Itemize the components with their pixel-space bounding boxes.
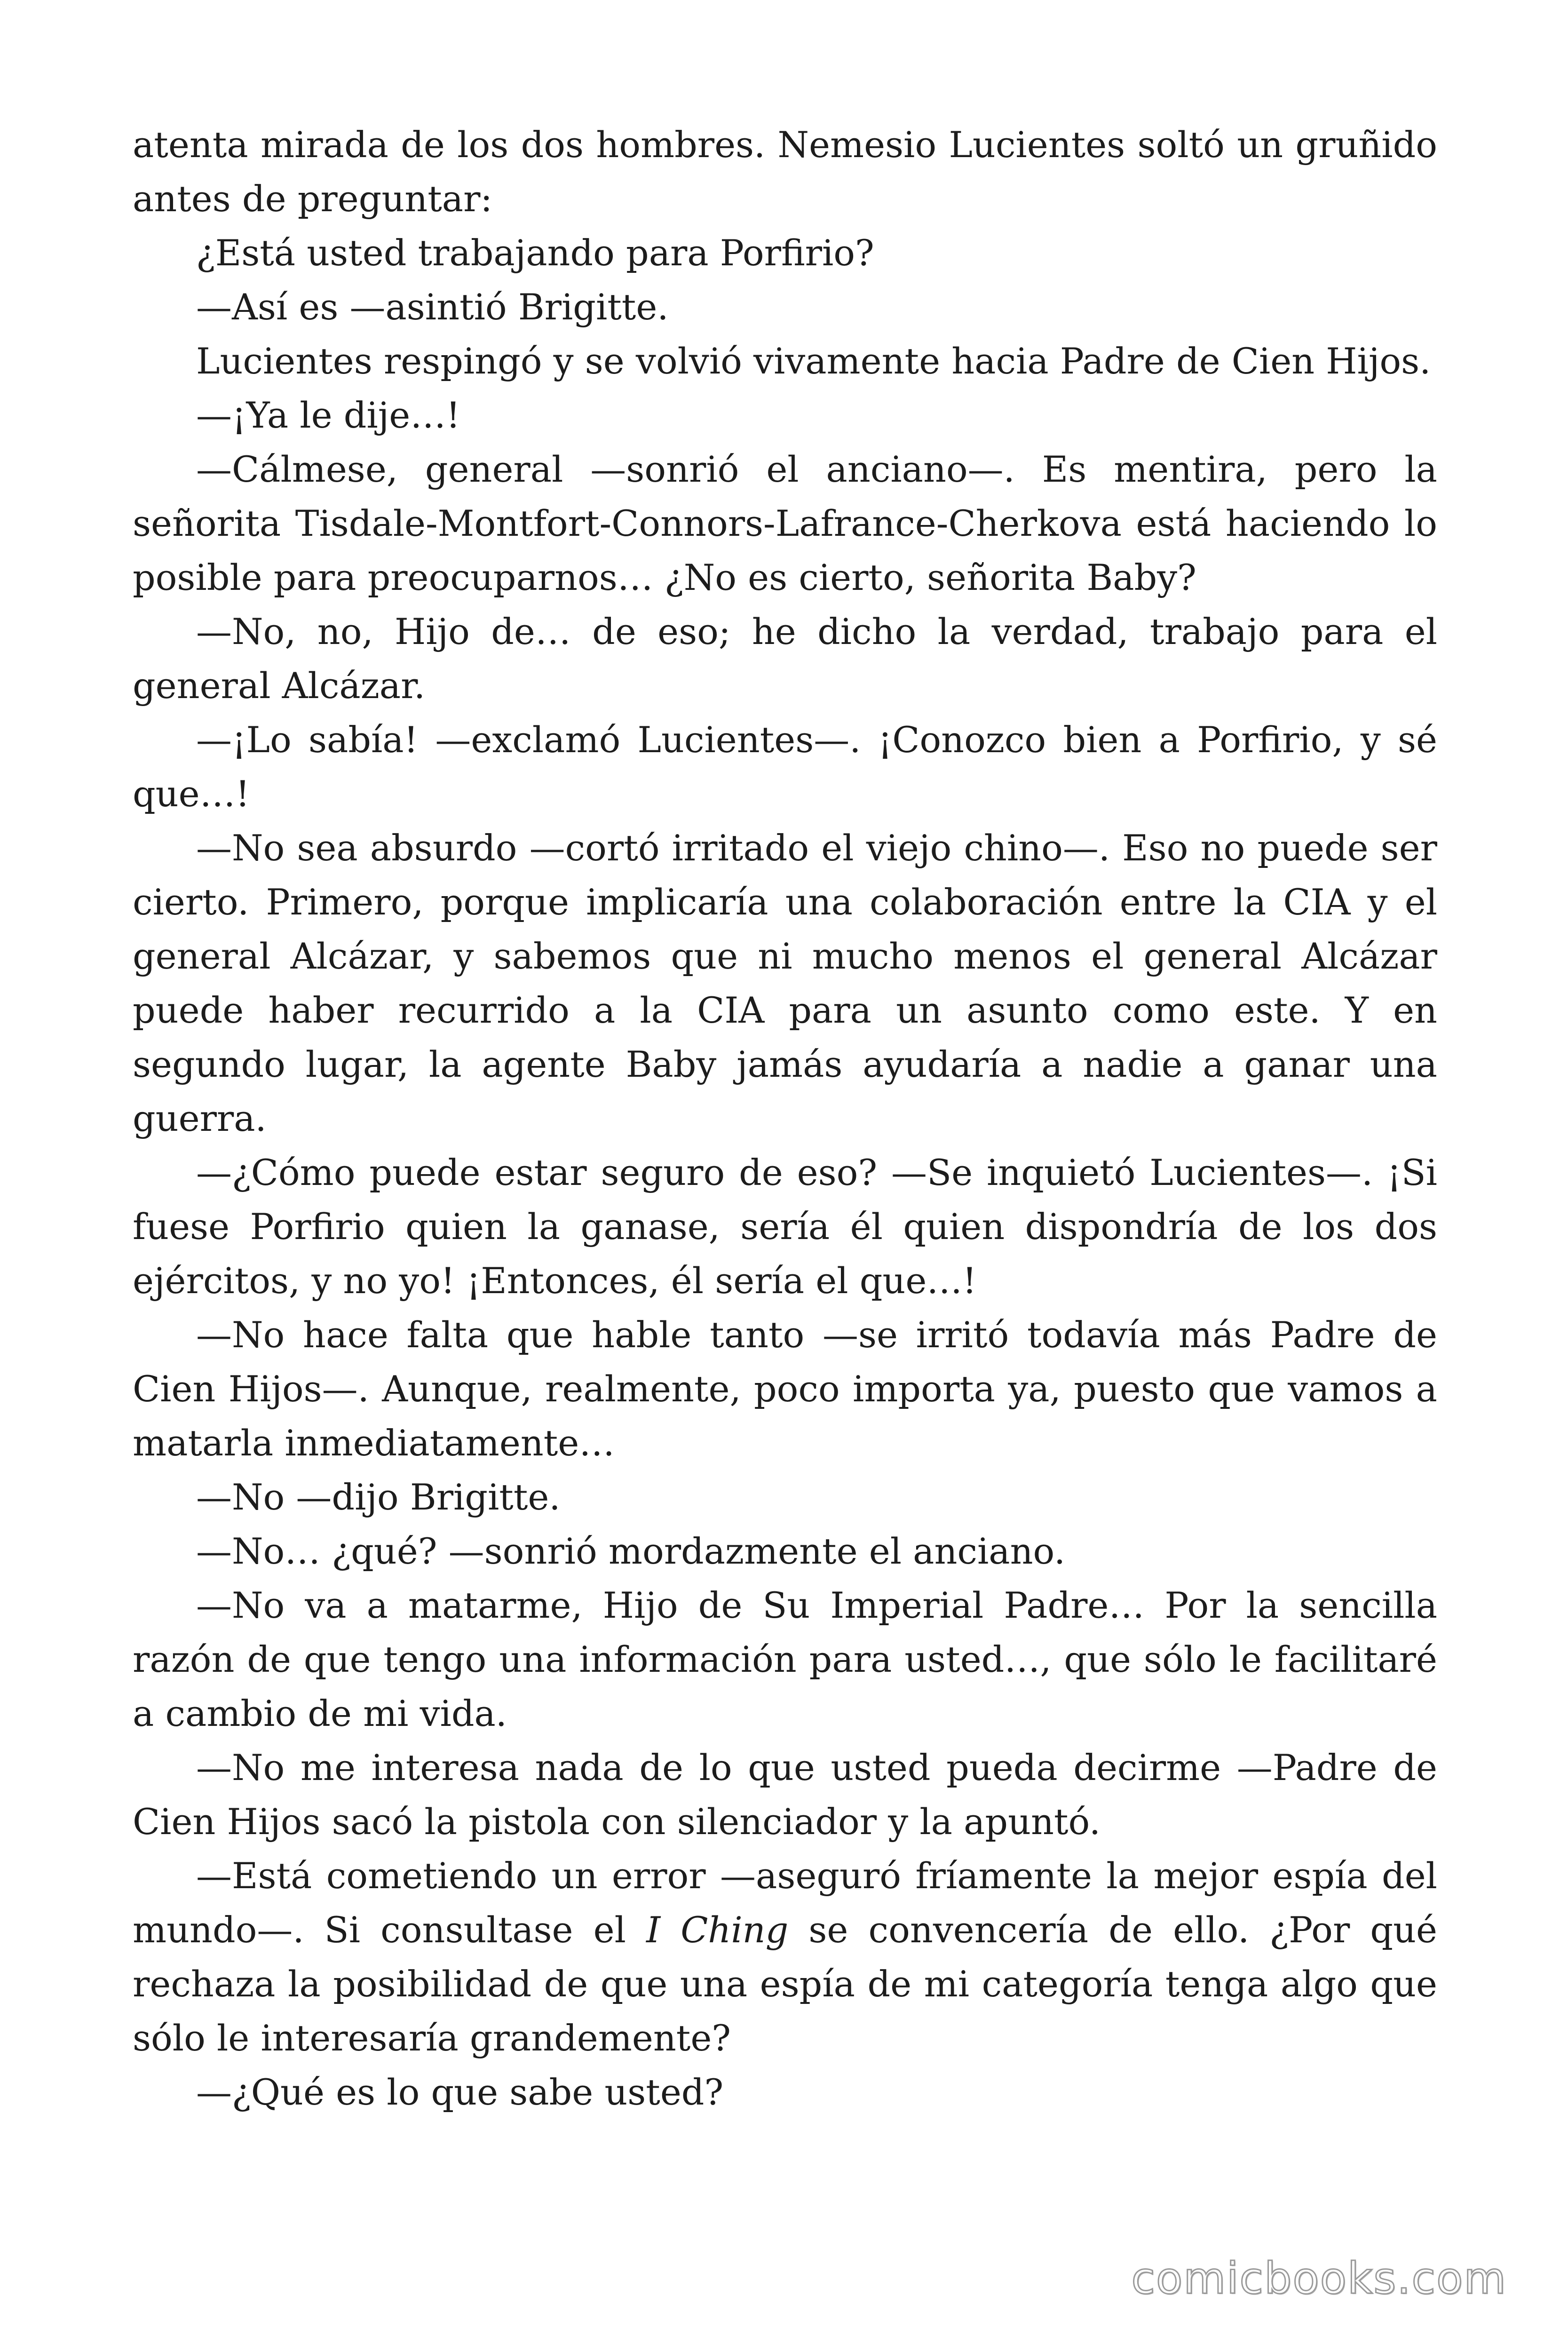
paragraph: —No va a matarme, Hijo de Su Imperial Padre… Por la sencilla razón de que tengo una información para usted…, que sólo le facilitaré a cambio de mi vida. [133, 1584, 1437, 1734]
paragraph: —¿Qué es lo que sabe usted? [196, 2071, 724, 2113]
paragraph: —¡Ya le dije…! [196, 394, 460, 436]
paragraph: —No sea absurdo —cortó irritado el viejo chino—. Eso no puede ser cierto. Primero, porque implicaría una colaboración entre la CIA y el general Alcázar, y sabemos que ni mucho menos el general Alcázar puede haber recurrido a la CIA para un asunto como este. Y en segundo lugar, la agente Baby jamás ayudaría a nadie a ganar una guerra. [133, 827, 1437, 1139]
book-title-italic: I Ching [646, 1909, 789, 1951]
paragraph: —No —dijo Brigitte. [196, 1476, 561, 1518]
paragraph: —No… ¿qué? —sonrió mordazmente el anciano. [196, 1530, 1066, 1572]
paragraph: —Así es —asintió Brigitte. [196, 286, 669, 328]
paragraph-text-before: —Está cometiendo un error —aseguró fríamente la mejor espía del mundo—. Si consultase el [133, 1855, 1437, 1951]
paragraph: —No hace falta que hable tanto —se irritó todavía más Padre de Cien Hijos—. Aunque, realmente, poco importa ya, puesto que vamos a matarla inmediatamente… [133, 1314, 1437, 1464]
paragraph: ¿Está usted trabajando para Porfirio? [196, 232, 874, 274]
paragraph: —Cálmese, general —sonrió el anciano—. Es mentira, pero la señorita Tisdale-Montfort-Connors-Lafrance-Cherkova está haciendo lo posible para preocuparnos… ¿No es cierto, señorita Baby? [133, 448, 1437, 598]
paragraph: Lucientes respingó y se volvió vivamente hacia Padre de Cien Hijos. [196, 340, 1431, 382]
paragraph: —No, no, Hijo de… de eso; he dicho la verdad, trabajo para el general Alcázar. [133, 611, 1437, 707]
page-text-body [133, 118, 1437, 2119]
paragraph: —No me interesa nada de lo que usted pueda decirme —Padre de Cien Hijos sacó la pistola con silenciador y la apuntó. [133, 1747, 1437, 1843]
paragraph: —¡Lo sabía! —exclamó Lucientes—. ¡Conozco bien a Porfirio, y sé que…! [133, 719, 1437, 815]
paragraph-text-after: se convencería de ello. ¿Por qué rechaza la posibilidad de que una espía de mi categoría tenga algo que sólo le interesaría grandemente? [133, 1909, 1437, 2059]
paragraph: —¿Cómo puede estar seguro de eso? —Se inquietó Lucientes—. ¡Si fuese Porfirio quien la ganase, sería él quien dispondría de los dos ejércitos, y no yo! ¡Entonces, él sería el que…! [133, 1152, 1437, 1302]
paragraph: atenta mirada de los dos hombres. Nemesio Lucientes soltó un gruñido antes de preguntar: [133, 124, 1437, 220]
site-watermark: comicbooks.com [1131, 2253, 1507, 2304]
paragraph-with-book-title [133, 1849, 1437, 2065]
